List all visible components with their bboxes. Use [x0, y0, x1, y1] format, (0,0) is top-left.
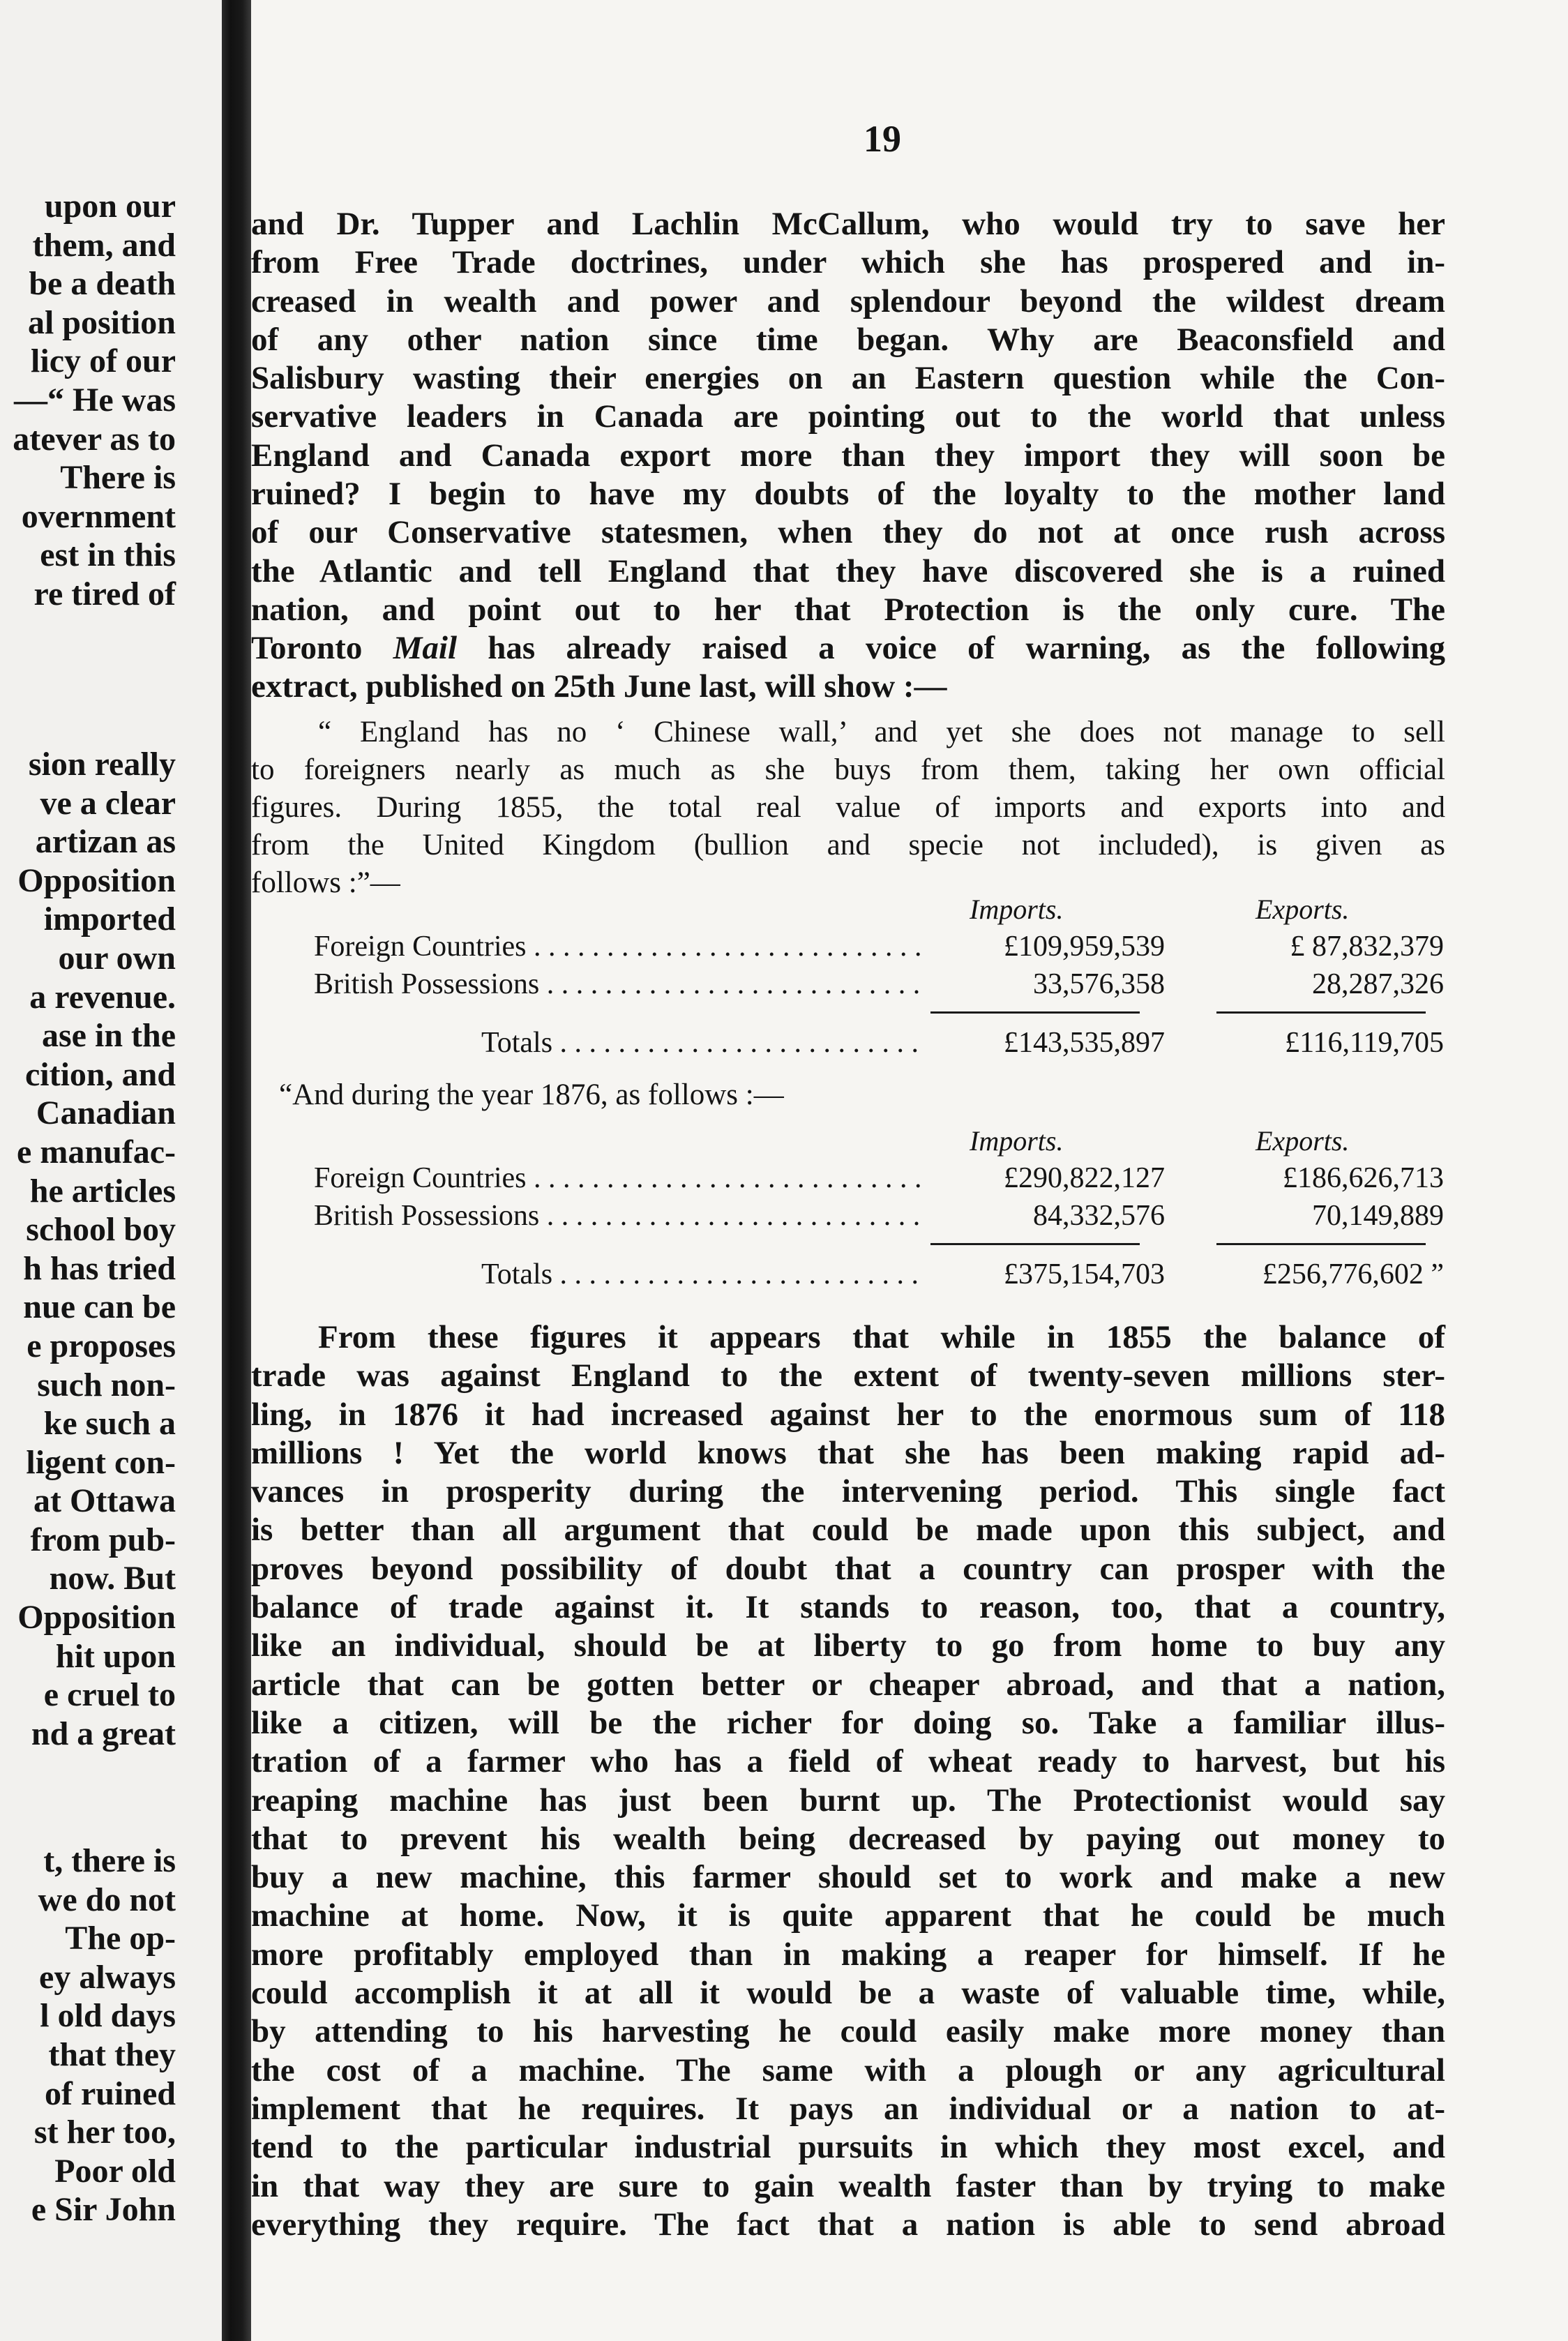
- text-line: trade was against England to the extent of twenty-seven millions ster-: [251, 1357, 1445, 1394]
- column-header-exports: Exports.: [1256, 894, 1350, 925]
- text-line: [251, 629, 1445, 668]
- text-line: atever as to: [13, 420, 176, 458]
- text-line: imported: [43, 901, 176, 938]
- text-line: ase in the: [42, 1017, 176, 1055]
- exports-value: 70,149,889: [1312, 1200, 1444, 1232]
- text-line: There is: [60, 459, 176, 497]
- text-line: ve a clear: [40, 784, 176, 822]
- text-line: them, and: [32, 226, 176, 264]
- text-line: nue can be: [23, 1288, 176, 1326]
- text-line: buy a new machine, this farmer should set to work and make a new: [251, 1859, 1445, 1896]
- text-line: overnment: [21, 497, 176, 535]
- imports-value: 84,332,576: [1029, 1197, 1165, 1235]
- row-label: Foreign Countries . . .: [314, 928, 921, 965]
- text-line: al position: [27, 303, 176, 341]
- book-page: [251, 0, 1568, 2341]
- sum-rule: [930, 1011, 1140, 1014]
- totals-row: [314, 1024, 1444, 1062]
- text-line: like an individual, should be at liberty to go from home to buy any: [251, 1627, 1445, 1664]
- table-row: [314, 1197, 1444, 1235]
- text-span: has already raised a voice of warning, as the following: [457, 630, 1445, 666]
- text-line: a revenue.: [29, 978, 176, 1016]
- paragraph-conclusion: [251, 1318, 1445, 2244]
- text-line: cition, and: [24, 1055, 176, 1093]
- text-line: be a death: [29, 265, 176, 303]
- quoted-extract: [251, 714, 1445, 902]
- text-line: that they: [48, 2035, 176, 2073]
- text-line: servative leaders in Canada are pointing out to the world that unless: [251, 398, 1445, 435]
- totals-exports: £116,119,705: [1285, 1027, 1444, 1059]
- text-line: ligent con-: [26, 1443, 176, 1481]
- table-row: [314, 1159, 1444, 1197]
- text-line: reaping machine has just been burnt up. The Protectionist would say: [251, 1782, 1445, 1819]
- text-line: “ England has no ‘ Chinese wall,’ and yet she does not manage to sell: [318, 716, 1445, 748]
- facing-page-lines-top: [0, 187, 176, 614]
- column-header-imports: Imports.: [970, 894, 1064, 925]
- totals-imports: £375,154,703: [1000, 1256, 1165, 1293]
- text-line: the Atlantic and tell England that they have discovered she is a ruined: [251, 552, 1445, 589]
- imports-value: 33,576,358: [1029, 965, 1165, 1003]
- text-line: from Free Trade doctrines, under which she has prospered and in-: [251, 244, 1445, 281]
- newspaper-name: Mail: [393, 630, 458, 666]
- text-line: hit upon: [55, 1637, 176, 1675]
- text-line: from pub-: [30, 1521, 176, 1558]
- text-line: ke such a: [43, 1405, 176, 1443]
- text-line: like a citizen, will be the richer for doing so. Take a familiar illus-: [251, 1704, 1445, 1741]
- totals-label: Totals . . .: [481, 1024, 921, 1062]
- column-header-imports: Imports.: [970, 1125, 1064, 1157]
- facing-page-fragment: [0, 0, 222, 2341]
- text-line: Opposition: [17, 1599, 176, 1636]
- totals-imports: £143,535,897: [1000, 1024, 1165, 1062]
- text-line: —“ He was: [14, 381, 176, 419]
- page-number: 19: [864, 118, 901, 160]
- text-line: ling, in 1876 it had increased against her to the enormous sum of 118: [251, 1396, 1445, 1433]
- text-span: Toronto: [251, 630, 393, 666]
- text-line: follows :”—: [251, 866, 400, 899]
- text-line: The op-: [65, 1920, 176, 1957]
- text-line: tration of a farmer who has a field of wheat ready to harvest, but his: [251, 1743, 1445, 1780]
- year-1876-intro: “And during the year 1876, as follows :—: [279, 1078, 784, 1111]
- text-line: that to prevent his wealth being decreased by paying out money to: [251, 1820, 1445, 1857]
- text-line: tend to the particular industrial pursuits in which they most excel, and: [251, 2129, 1445, 2166]
- text-line: figures. During 1855, the total real value of imports and exports into and: [251, 791, 1445, 824]
- text-line: licy of our: [31, 343, 176, 380]
- text-line: balance of trade against it. It stands to reason, too, that a country,: [251, 1589, 1445, 1626]
- trade-table-1855: [251, 893, 1445, 1074]
- text-line: e proposes: [27, 1327, 176, 1364]
- text-line: of our Conservative statesmen, when they do not at once rush across: [251, 514, 1445, 551]
- table-row: [314, 928, 1444, 965]
- paragraph-opening: [251, 205, 1445, 629]
- text-line: Poor old: [54, 2152, 176, 2190]
- text-line: we do not: [38, 1881, 176, 1918]
- text-line: ruined? I begin to have my doubts of the loyalty to the mother land: [251, 476, 1445, 513]
- text-line: ey always: [39, 1958, 176, 1996]
- exports-value: £ 87,832,379: [1290, 931, 1444, 963]
- text-line: st her too,: [33, 2114, 176, 2151]
- text-line: the cost of a machine. The same with a plough or any agricultural: [251, 2052, 1445, 2088]
- totals-label: Totals . . .: [481, 1256, 921, 1293]
- text-line: by attending to his harvesting he could easily make more money than: [251, 2013, 1445, 2050]
- text-line: re tired of: [33, 575, 176, 612]
- text-line: machine at home. Now, it is quite apparent that he could be much: [251, 1897, 1445, 1934]
- text-line: of ruined: [44, 2075, 176, 2112]
- text-line: From these figures it appears that while in 1855 the balance of: [318, 1319, 1445, 1355]
- text-line: he articles: [29, 1172, 176, 1210]
- book-gutter: [222, 0, 251, 2341]
- totals-row: [314, 1256, 1444, 1293]
- totals-exports: £256,776,602 ”: [1262, 1258, 1444, 1290]
- text-line: nd a great: [31, 1715, 176, 1752]
- text-line: to foreigners nearly as much as she buys from them, taking her own official: [251, 753, 1445, 786]
- text-line: now. But: [49, 1560, 176, 1597]
- text-line: could accomplish it at all it would be a waste of valuable time, while,: [251, 1975, 1445, 2012]
- text-line: h has tried: [23, 1249, 176, 1287]
- text-line: school boy: [26, 1211, 176, 1249]
- text-line: est in this: [40, 536, 176, 574]
- text-line: vances in prosperity during the intervening period. This single fact: [251, 1473, 1445, 1510]
- trade-table-1876: [251, 1124, 1445, 1306]
- text-line: such non-: [37, 1366, 176, 1403]
- sum-rule: [930, 1243, 1140, 1245]
- text-line: more profitably employed than in making a reaper for himself. If he: [251, 1936, 1445, 1973]
- text-line: Opposition: [17, 861, 176, 899]
- text-line: of any other nation since time began. Why are Beaconsfield and: [251, 321, 1445, 358]
- imports-value: £109,959,539: [1000, 928, 1165, 965]
- text-line: proves beyond possibility of doubt that a country can prosper with the: [251, 1550, 1445, 1587]
- row-label: British Possessions . . .: [314, 1197, 921, 1235]
- text-line: implement that he requires. It pays an individual or a nation to at-: [251, 2090, 1445, 2127]
- text-line: e cruel to: [43, 1676, 176, 1714]
- text-line: in that way they are sure to gain wealth faster than by trying to make: [251, 2167, 1445, 2204]
- text-line: creased in wealth and power and splendour beyond the wildest dream: [251, 283, 1445, 319]
- sum-rule: [1216, 1243, 1426, 1245]
- text-line: sion really: [28, 746, 176, 783]
- text-line: upon our: [44, 188, 176, 225]
- text-line: article that can be gotten better or cheaper abroad, and that a nation,: [251, 1666, 1445, 1703]
- row-label: Foreign Countries . . .: [314, 1159, 921, 1197]
- text-line: everything they require. The fact that a nation is able to send abroad: [251, 2206, 1445, 2243]
- text-line: l old days: [40, 1997, 176, 2035]
- text-line: at Ottawa: [33, 1482, 176, 1520]
- imports-value: £290,822,127: [1000, 1159, 1165, 1197]
- text-line: artizan as: [35, 823, 176, 861]
- facing-page-lines-bottom: [0, 1842, 176, 2229]
- text-line: Canadian: [36, 1094, 176, 1132]
- row-label: British Possessions . . .: [314, 965, 921, 1003]
- exports-value: 28,287,326: [1312, 968, 1444, 1000]
- text-line: e manufac-: [17, 1133, 176, 1170]
- text-line: e Sir John: [31, 2191, 176, 2229]
- text-line: from the United Kingdom (bullion and specie not included), is given as: [251, 829, 1445, 861]
- facing-page-lines-middle: [0, 745, 176, 1753]
- text-line: nation, and point out to her that Protection is the only cure. The: [251, 591, 1445, 628]
- column-header-exports: Exports.: [1256, 1125, 1350, 1157]
- text-line: millions ! Yet the world knows that she has been making rapid ad-: [251, 1434, 1445, 1471]
- text-line: is better than all argument that could be made upon this subject, and: [251, 1512, 1445, 1549]
- text-line: and Dr. Tupper and Lachlin McCallum, who would try to save her: [251, 206, 1445, 242]
- paragraph-opening-tail: [251, 629, 1445, 707]
- text-line: our own: [58, 939, 176, 977]
- text-line: England and Canada export more than they import they will soon be: [251, 437, 1445, 474]
- table-row: [314, 965, 1444, 1003]
- text-line: t, there is: [43, 1842, 176, 1879]
- text-line: Salisbury wasting their energies on an Eastern question while the Con-: [251, 360, 1445, 397]
- text-line: extract, published on 25th June last, will show :—: [251, 668, 947, 705]
- sum-rule: [1216, 1011, 1426, 1014]
- exports-value: £186,626,713: [1283, 1162, 1444, 1194]
